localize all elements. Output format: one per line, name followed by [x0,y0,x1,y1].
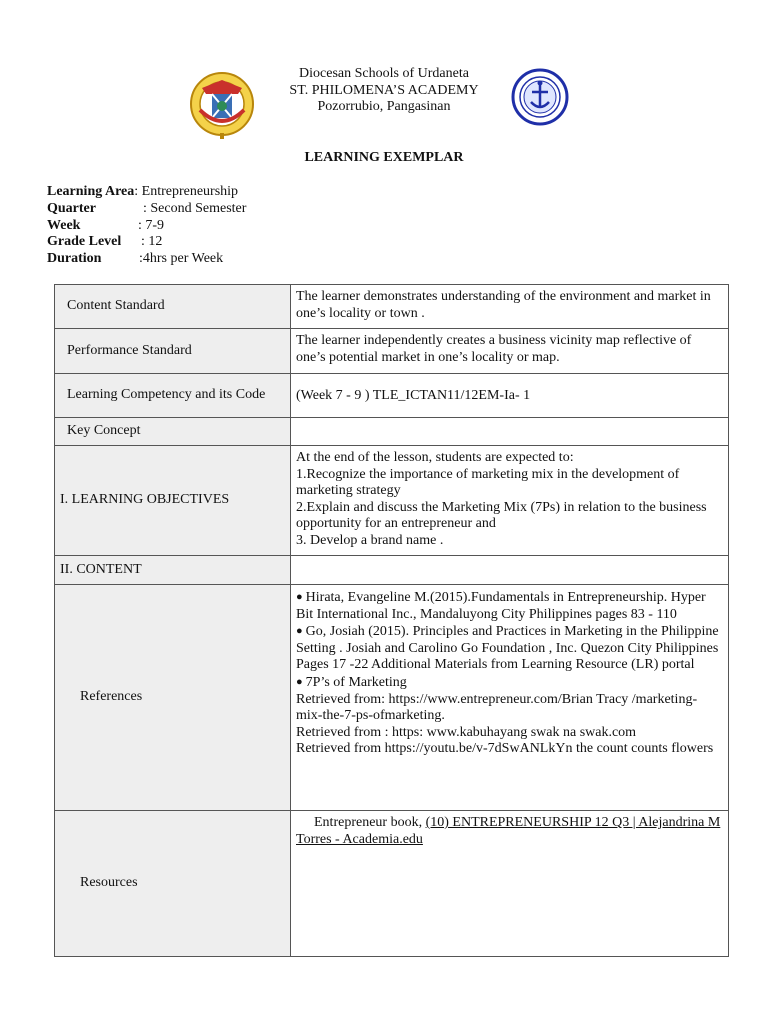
meta-quarter: Quarter : Second Semester [47,200,247,216]
resources-value [291,811,729,957]
objectives-value [291,446,729,556]
meta-learning-area: Learning Area : Entrepreneurship [47,184,239,199]
table-row [55,585,729,811]
objectives-label: I. LEARNING OBJECTIVES [55,446,291,556]
table-row [55,811,729,957]
diocese-seal-logo [188,70,256,140]
content-label: II. CONTENT [55,556,291,585]
key-concept-label: Key Concept [55,418,291,446]
document-title: LEARNING EXEMPLAR [304,150,464,165]
meta-grade-level: Grade Level : 12 [47,234,163,250]
table-row [55,285,729,329]
resources-label: Resources [55,811,291,957]
competency-label: Learning Competency and its Code [55,374,291,418]
content-standard-label: Content Standard [55,285,291,329]
performance-standard-value: The learner independently creates a business vicinity map reflective of one’s potential market in one’s locality or map. [291,329,729,374]
references-label: References [55,585,291,811]
table-row [55,418,729,446]
table-row [55,556,729,585]
bullet-icon: ● [296,625,303,638]
key-concept-value [291,418,729,446]
resources-link[interactable]: (10) ENTREPRENEURSHIP 12 Q3 | Alejandrina M Torres - Academia.edu [296,815,721,847]
objectives-intro: At the end of the lesson, students are expected to: [296,450,574,465]
meta-duration: Duration :4hrs per Week [47,251,224,267]
lesson-meta [47,184,246,268]
reference-line: Retrieved from: https://www.entrepreneur.com/Brian Tracy /marketing-mix-the-7-ps-ofmarketing. [296,691,698,724]
exemplar-table [54,284,729,957]
academy-seal-logo [510,68,570,126]
table-row [55,446,729,556]
school-name: ST. PHILOMENA’S ACADEMY [289,82,479,98]
bullet-icon: ● [296,591,303,603]
competency-value: (Week 7 - 9 ) TLE_ICTAN11/12EM-Ia- 1 [291,374,729,418]
objective-item: 2.Explain and discuss the Marketing Mix (7Ps) in relation to the business opportunity for an entrepreneur and [296,499,707,532]
reference-item: ● Hirata, Evangeline M.(2015).Fundamentals in Entrepreneurship. Hyper Bit International Inc., Mandaluyong City Philippines pages 83 - 110 [296,590,706,622]
content-standard-value: The learner demonstrates understanding of the environment and market in one’s locality or town . [291,285,729,329]
resources-prefix: Entrepreneur book, [314,815,426,830]
reference-line: Retrieved from https://youtu.be/v-7dSwANLkYn the count counts flowers [296,741,714,757]
references-value [291,585,729,811]
table-row [55,374,729,418]
reference-item: ● 7P’s of Marketing [296,674,407,690]
school-header [260,66,508,116]
objective-item: 1.Recognize the importance of marketing mix in the development of marketing strategy [296,466,680,499]
diocese-name: Diocesan Schools of Urdaneta [299,66,469,81]
objective-item: 3. Develop a brand name . [296,532,444,548]
meta-week: Week : 7-9 [47,217,165,233]
content-value [291,556,729,585]
bullet-icon: ● [296,675,303,688]
table-row [55,329,729,374]
school-address: Pozorrubio, Pangasinan [317,99,451,114]
reference-item: ● Go, Josiah (2015). Principles and Practices in Marketing in the Philippine Setting . Josiah and Carolino Go Foundation , Inc. Quezon City Philippines Pages 17 -22 Additional Materials from Learning Resource (LR) portal [296,624,719,673]
performance-standard-label: Performance Standard [55,329,291,374]
reference-line: Retrieved from : https: www.kabuhayang swak na swak.com [296,724,637,740]
